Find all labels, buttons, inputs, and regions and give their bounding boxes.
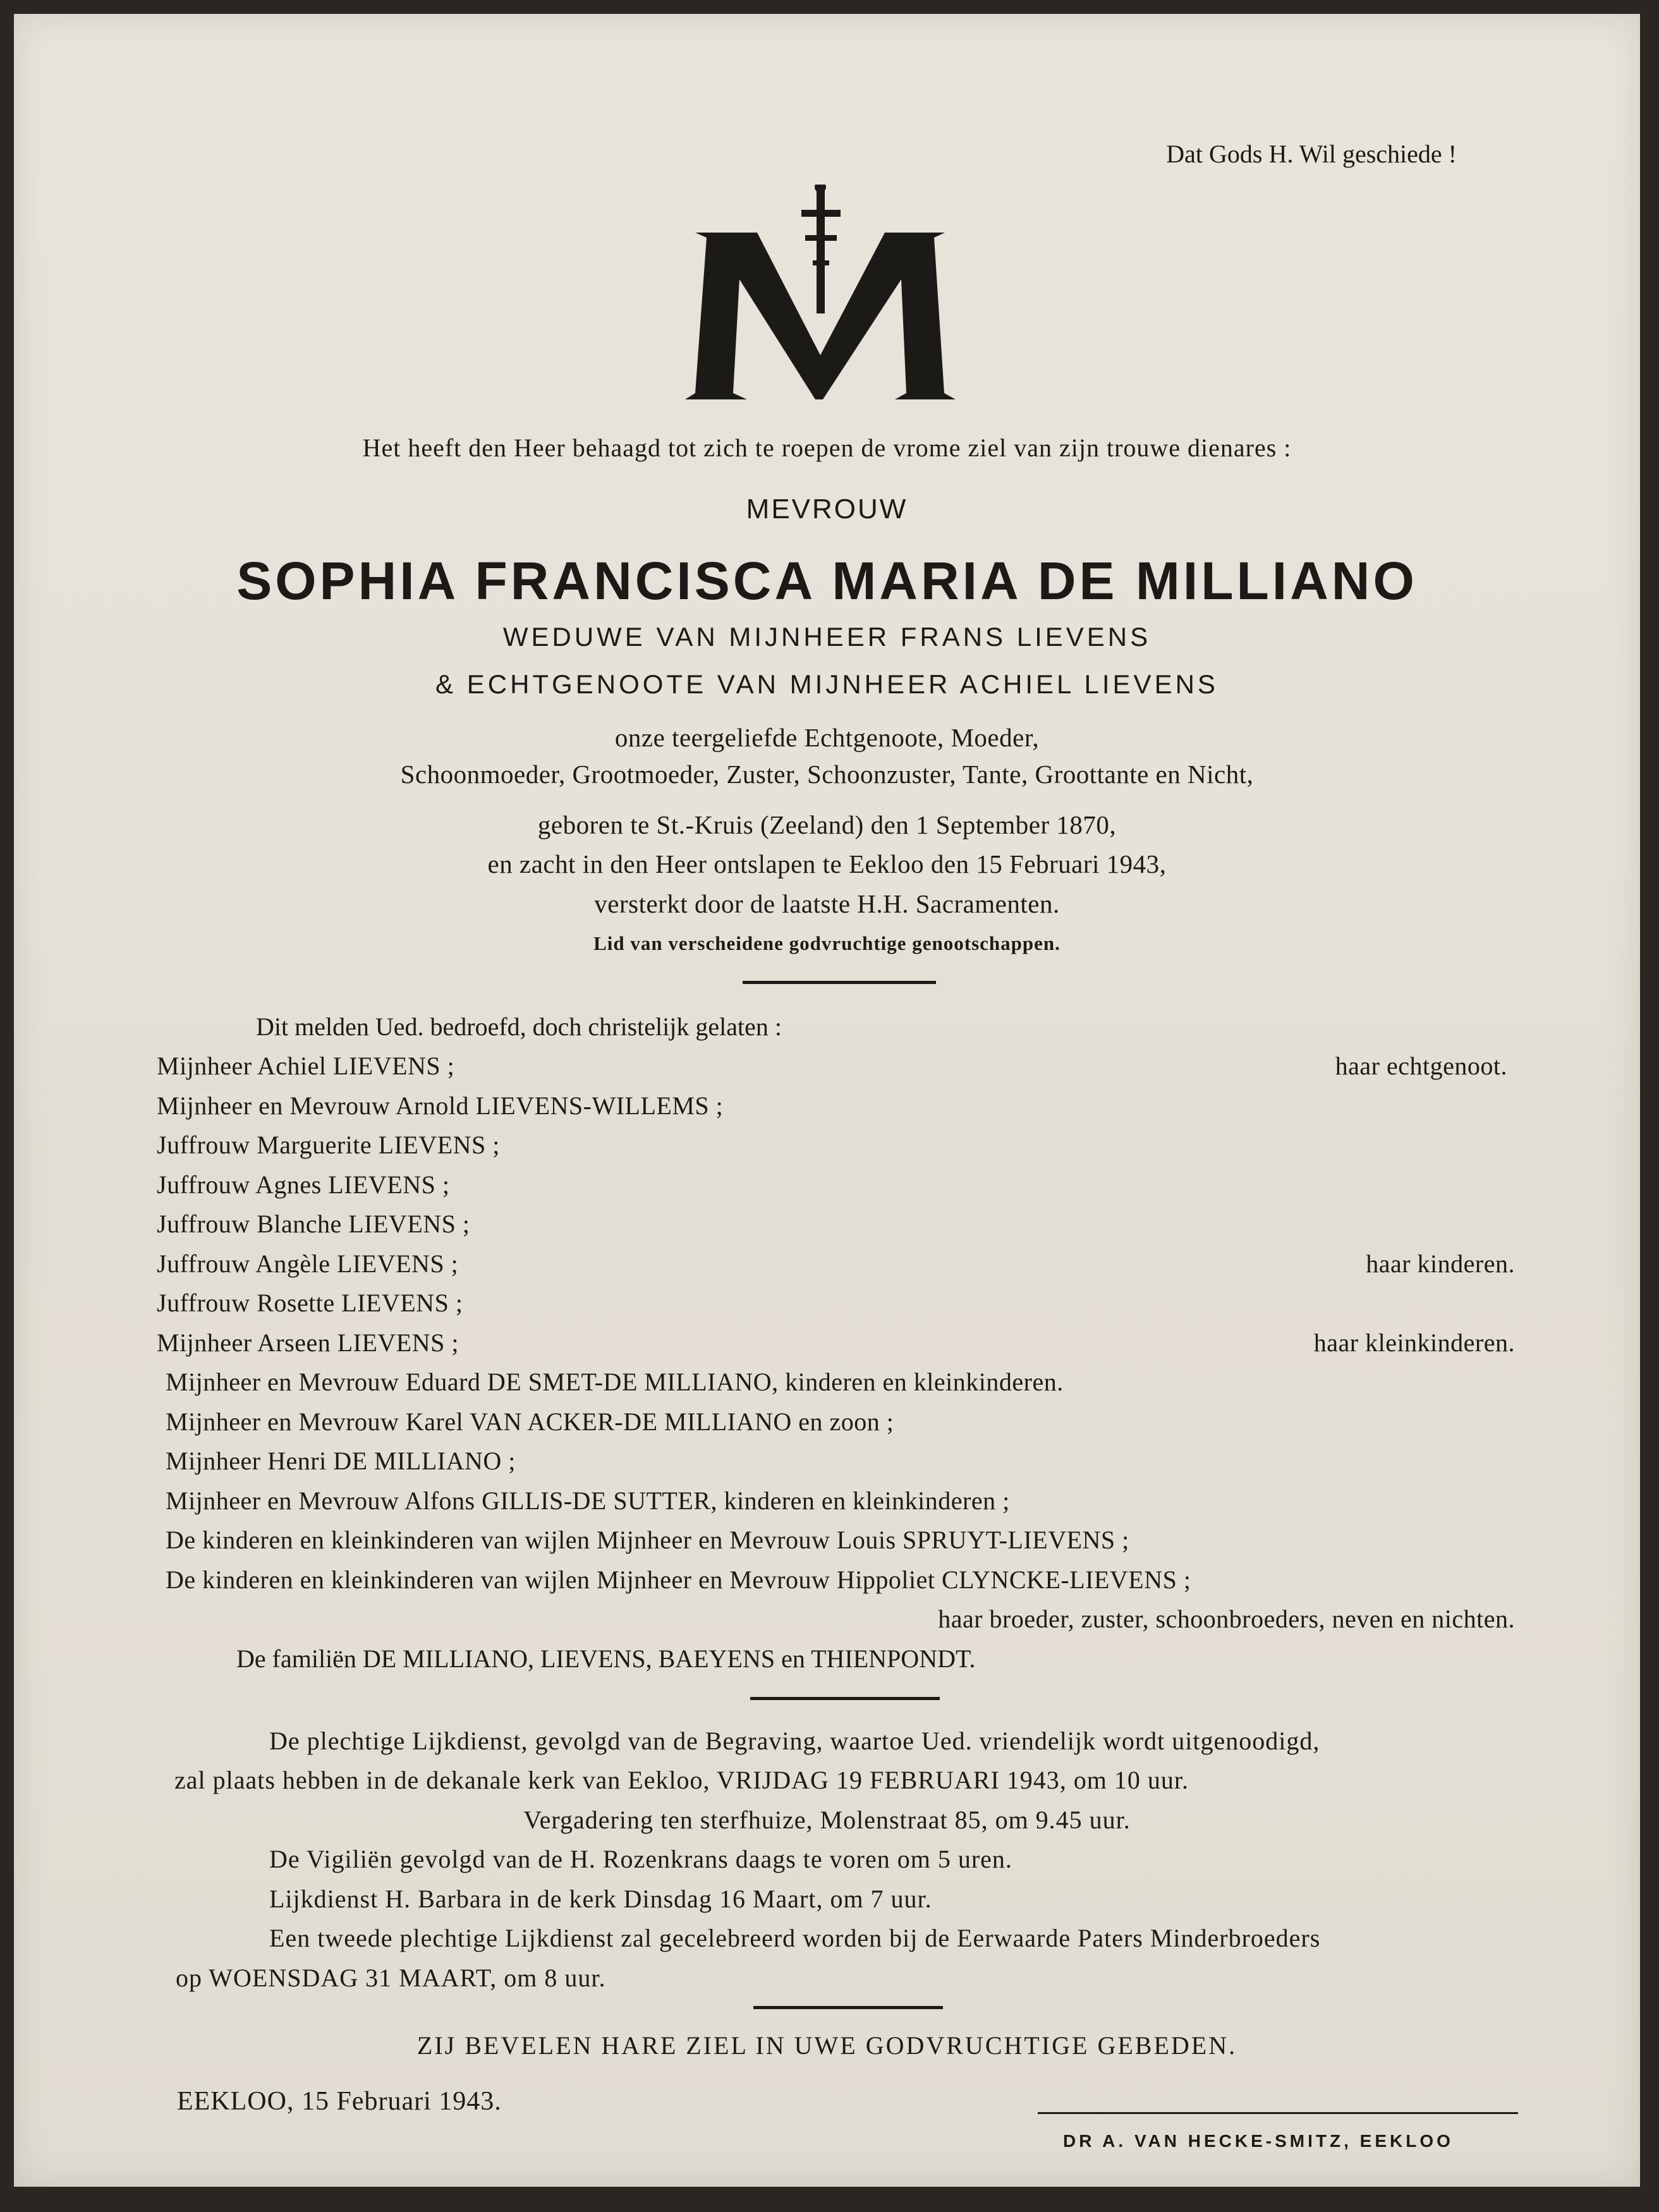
bio-line: Schoonmoeder, Grootmoeder, Zuster, Schoonzuster, Tante, Groottante en Nicht, <box>400 760 1254 789</box>
mourner-line: Mijnheer Henri DE MILLIANO ; <box>166 1447 516 1475</box>
mourner-line: De kinderen en kleinkinderen van wijlen Mijnheer en Mevrouw Louis SPRUYT-LIEVENS ; <box>166 1526 1129 1554</box>
divider <box>750 1697 940 1700</box>
relation-siblings: haar broeder, zuster, schoonbroeders, neven en nichten. <box>938 1605 1515 1633</box>
place-date: EEKLOO, 15 Februari 1943. <box>177 2087 502 2116</box>
mourner-line: Juffrouw Rosette LIEVENS ; <box>157 1289 463 1317</box>
mourner-line: Mijnheer en Mevrouw Alfons GILLIS-DE SUTTER, kinderen en kleinkinderen ; <box>166 1486 1010 1515</box>
service-line: Een tweede plechtige Lijkdienst zal gecelebreerd worden bij de Eerwaarde Paters Minderbroeders <box>269 1924 1321 1952</box>
mourner-line: Juffrouw Marguerite LIEVENS ; <box>157 1131 500 1159</box>
printer-credit: DR A. VAN HECKE-SMITZ, EEKLOO <box>1063 2131 1454 2151</box>
mourner-line: Mijnheer en Mevrouw Eduard DE SMET-DE MILLIANO, kinderen en kleinkinderen. <box>166 1368 1064 1396</box>
motto: Dat Gods H. Wil geschiede ! <box>1166 140 1457 168</box>
widow-line: WEDUWE VAN MIJNHEER FRANS LIEVENS <box>502 622 1152 652</box>
divider <box>1038 2112 1518 2114</box>
mourner-line: Juffrouw Angèle LIEVENS ; <box>157 1249 459 1278</box>
divider <box>743 981 936 984</box>
mourner-line: Mijnheer Achiel LIEVENS ; <box>157 1052 455 1080</box>
service-line: op WOENSDAG 31 MAART, om 8 uur. <box>176 1964 606 1992</box>
relation-spouse: haar echtgenoot. <box>1335 1052 1507 1080</box>
relation-children: haar kinderen. <box>1366 1249 1515 1278</box>
service-line: Lijkdienst H. Barbara in de kerk Dinsdag 16 Maart, om 7 uur. <box>269 1885 932 1913</box>
relation-grandchildren: haar kleinkinderen. <box>1313 1328 1515 1357</box>
families-line: De familiën DE MILLIANO, LIEVENS, BAEYENS en THIENPONDT. <box>236 1644 976 1673</box>
deceased-name: SOPHIA FRANCISCA MARIA DE MILLIANO <box>236 551 1418 611</box>
service-line: Vergadering ten sterfhuize, Molenstraat 85, om 9.45 uur. <box>523 1806 1131 1834</box>
spouse-line: & ECHTGENOOTE VAN MIJNHEER ACHIEL LIEVENS <box>435 669 1218 699</box>
bio-line: versterkt door de laatste H.H. Sacramenten. <box>594 889 1060 918</box>
honorific: MEVROUW <box>746 494 908 525</box>
mourner-line: Mijnheer Arseen LIEVENS ; <box>157 1328 459 1357</box>
memorial-card <box>14 14 1640 2187</box>
mourner-line: Mijnheer en Mevrouw Karel VAN ACKER-DE MILLIANO en zoon ; <box>166 1407 894 1436</box>
mourner-line: Juffrouw Agnes LIEVENS ; <box>157 1170 450 1199</box>
divider <box>753 2006 943 2009</box>
announce-intro: Dit melden Ued. bedroefd, doch christelijk gelaten : <box>256 1012 782 1041</box>
mourner-line: Mijnheer en Mevrouw Arnold LIEVENS-WILLEMS ; <box>157 1091 724 1120</box>
service-line: zal plaats hebben in de dekanale kerk van Eekloo, VRIJDAG 19 FEBRUARI 1943, om 10 uur. <box>174 1766 1189 1794</box>
service-line: De plechtige Lijkdienst, gevolgd van de Begraving, waartoe Ued. vriendelijk wordt uitgenoodigd, <box>269 1727 1320 1755</box>
bio-line: onze teergeliefde Echtgenoote, Moeder, <box>614 723 1040 752</box>
mourner-line: Juffrouw Blanche LIEVENS ; <box>157 1210 470 1238</box>
bio-line: geboren te St.-Kruis (Zeeland) den 1 September 1870, <box>537 810 1117 839</box>
prayer-line: ZIJ BEVELEN HARE ZIEL IN UWE GODVRUCHTIGE GEBEDEN. <box>416 2031 1237 2060</box>
bio-line: en zacht in den Heer ontslapen te Eekloo den 15 Februari 1943, <box>487 849 1167 878</box>
paper-fold <box>14 1088 1640 1091</box>
intro-text: Het heeft den Heer behaagd tot zich te roepen de vrome ziel van zijn trouwe dienares : <box>362 434 1292 462</box>
marian-monogram-icon <box>676 185 967 403</box>
membership-line: Lid van verscheidene godvruchtige genootschappen. <box>593 932 1060 954</box>
mourner-line: De kinderen en kleinkinderen van wijlen Mijnheer en Mevrouw Hippoliet CLYNCKE-LIEVENS ; <box>166 1565 1191 1594</box>
service-line: De Vigiliën gevolgd van de H. Rozenkrans daags te voren om 5 uren. <box>269 1845 1012 1873</box>
